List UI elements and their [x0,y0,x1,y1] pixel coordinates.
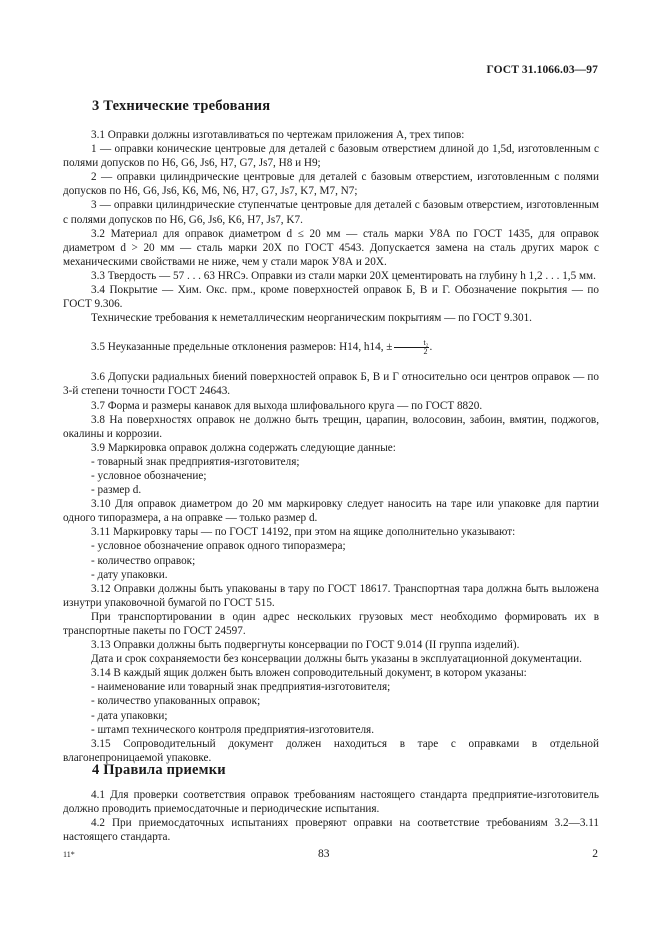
fraction-suffix: . [429,341,433,354]
paragraph-4-1: 4.1 Для проверки соответствия оправок требованиям настоящего стандарта предприятие-изготовитель должно проводить приемосдаточные и периодические испытания. [63,789,599,816]
fraction-numerator: t₂ [394,339,429,348]
paragraph-3-4: 3.4 Покрытие — Хим. Окс. прм., кроме поверхностей оправок Б, В и Г. Обозначение покрытия — по ГОСТ 9.306. [63,284,599,311]
tolerance-fraction [394,339,429,356]
list-item: - условное обозначение оправок одного типоразмера; [91,540,346,553]
section-4-title: 4 Правила приемки [92,762,226,778]
paragraph-3-14: 3.14 В каждый ящик должен быть вложен сопроводительный документ, в котором указаны: [91,667,527,680]
section-3-body [63,128,599,765]
list-item: - количество оправок; [91,554,196,567]
paragraph-type-3: 3 — оправки цилиндрические ступенчатые центровые для деталей с базовым отверстием, изготовленным с полями допусков по H6, G6, Js6, K6, H7, Js7, K7. [63,199,599,226]
paragraph-3-10: 3.10 Для оправок диаметром до 20 мм маркировку следует наносить на таре или упаковке для партии одного типоразмера, а на оправке — только размер d. [63,498,599,525]
paragraph-3-1: 3.1 Оправки должны изготавливаться по чертежам приложения А, трех типов: [91,129,465,141]
footer-page-number: 83 [318,848,330,860]
paragraph-3-3: 3.3 Твердость — 57 . . . 63 HRCэ. Оправки из стали марки 20Х цементировать на глубину h 1,2 . . . 1,5 мм. [91,269,596,282]
paragraph-3-8: 3.8 На поверхностях оправок не должно быть трещин, царапин, волосовин, забоин, вмятин, поджогов, окалины и коррозии. [63,413,599,440]
paragraph-3-7: 3.7 Форма и размеры канавок для выхода шлифовального круга — по ГОСТ 8820. [91,399,483,412]
paragraph-4-2: 4.2 При приемосдаточных испытаниях проверяют оправки на соответствие требованиям 3.2—3.11 настоящего стандарта. [63,817,599,844]
list-item: - количество упакованных оправок; [91,695,261,708]
list-item: - штамп технического контроля предприятия-изготовителя. [91,723,375,736]
paragraph-3-13: 3.13 Оправки должны быть подвергнуты консервации по ГОСТ 9.014 (II группа изделий). [91,639,520,652]
list-item: - товарный знак предприятия-изготовителя; [91,455,300,468]
paragraph-3-5-text: 3.5 Неуказанные предельные отклонения размеров: H14, h14, ± [91,341,393,354]
list-item: - дата упаковки; [91,709,168,722]
list-item: - размер d. [91,484,142,497]
paragraph-3-15: 3.15 Сопроводительный документ должен находиться в таре с оправками в отдельной влагонепроницаемой упаковке. [63,737,599,764]
paragraph-3-12: 3.12 Оправки должны быть упакованы в тару по ГОСТ 18617. Транспортная тара должна быть выложена изнутри упаковочной бумагой по ГОСТ 515. [63,582,599,609]
paragraph-storage: Дата и срок сохраняемости без консервации должны быть указаны в эксплуатационной документации. [91,653,582,666]
fraction-denominator: 2 [423,347,428,357]
section-3-title: 3 Технические требования [92,98,271,114]
paragraph-3-11: 3.11 Маркировку тары — по ГОСТ 14192, при этом на ящике дополнительно указывают: [91,526,516,539]
section-4-body [63,788,599,844]
list-item: - условное обозначение; [91,469,207,482]
paragraph-transport: При транспортировании в один адрес нескольких грузовых мест необходимо формировать их в транспортные пакеты по ГОСТ 24597. [63,610,599,637]
paragraph-3-6: 3.6 Допуски радиальных биений поверхностей оправок Б, В и Г относительно оси центров оправок — по 3-й степени точности ГОСТ 24643. [63,371,599,398]
document-code-header: ГОСТ 31.1066.03—97 [486,64,598,76]
paragraph-type-1: 1 — оправки конические центровые для деталей с базовым отверстием длиной до 1,5d, изготовленным с полями допусков по H6, G6, Js6, H7, G7, Js7, H8 и H9; [63,143,599,170]
footer-sheet-mark: 11* [63,850,75,859]
footer-document-page: 2 [592,848,598,860]
list-item: - дату упаковки. [91,568,168,581]
paragraph-3-9: 3.9 Маркировка оправок должна содержать следующие данные: [91,441,396,454]
paragraph-3-5 [63,339,599,356]
paragraph-coatings: Технические требования к неметаллическим неорганическим покрытиям — по ГОСТ 9.301. [91,312,532,325]
paragraph-3-2: 3.2 Материал для оправок диаметром d ≤ 20 мм — сталь марки У8А по ГОСТ 1435, для оправок диаметром d > 20 мм — сталь марки 20Х по ГОСТ 4543. Допускается замена на сталь других марок с механическими свойствами не ниже, чем у стали марок У8А и 20Х. [63,227,599,268]
paragraph-type-2: 2 — оправки цилиндрические центровые для деталей с базовым отверстием, изготовленным с полями допусков по H6, G6, Js6, K6, M6, N6, H7, G7, Js7, K7, M7, N7; [63,171,599,198]
list-item: - наименование или товарный знак предприятия-изготовителя; [91,681,391,694]
